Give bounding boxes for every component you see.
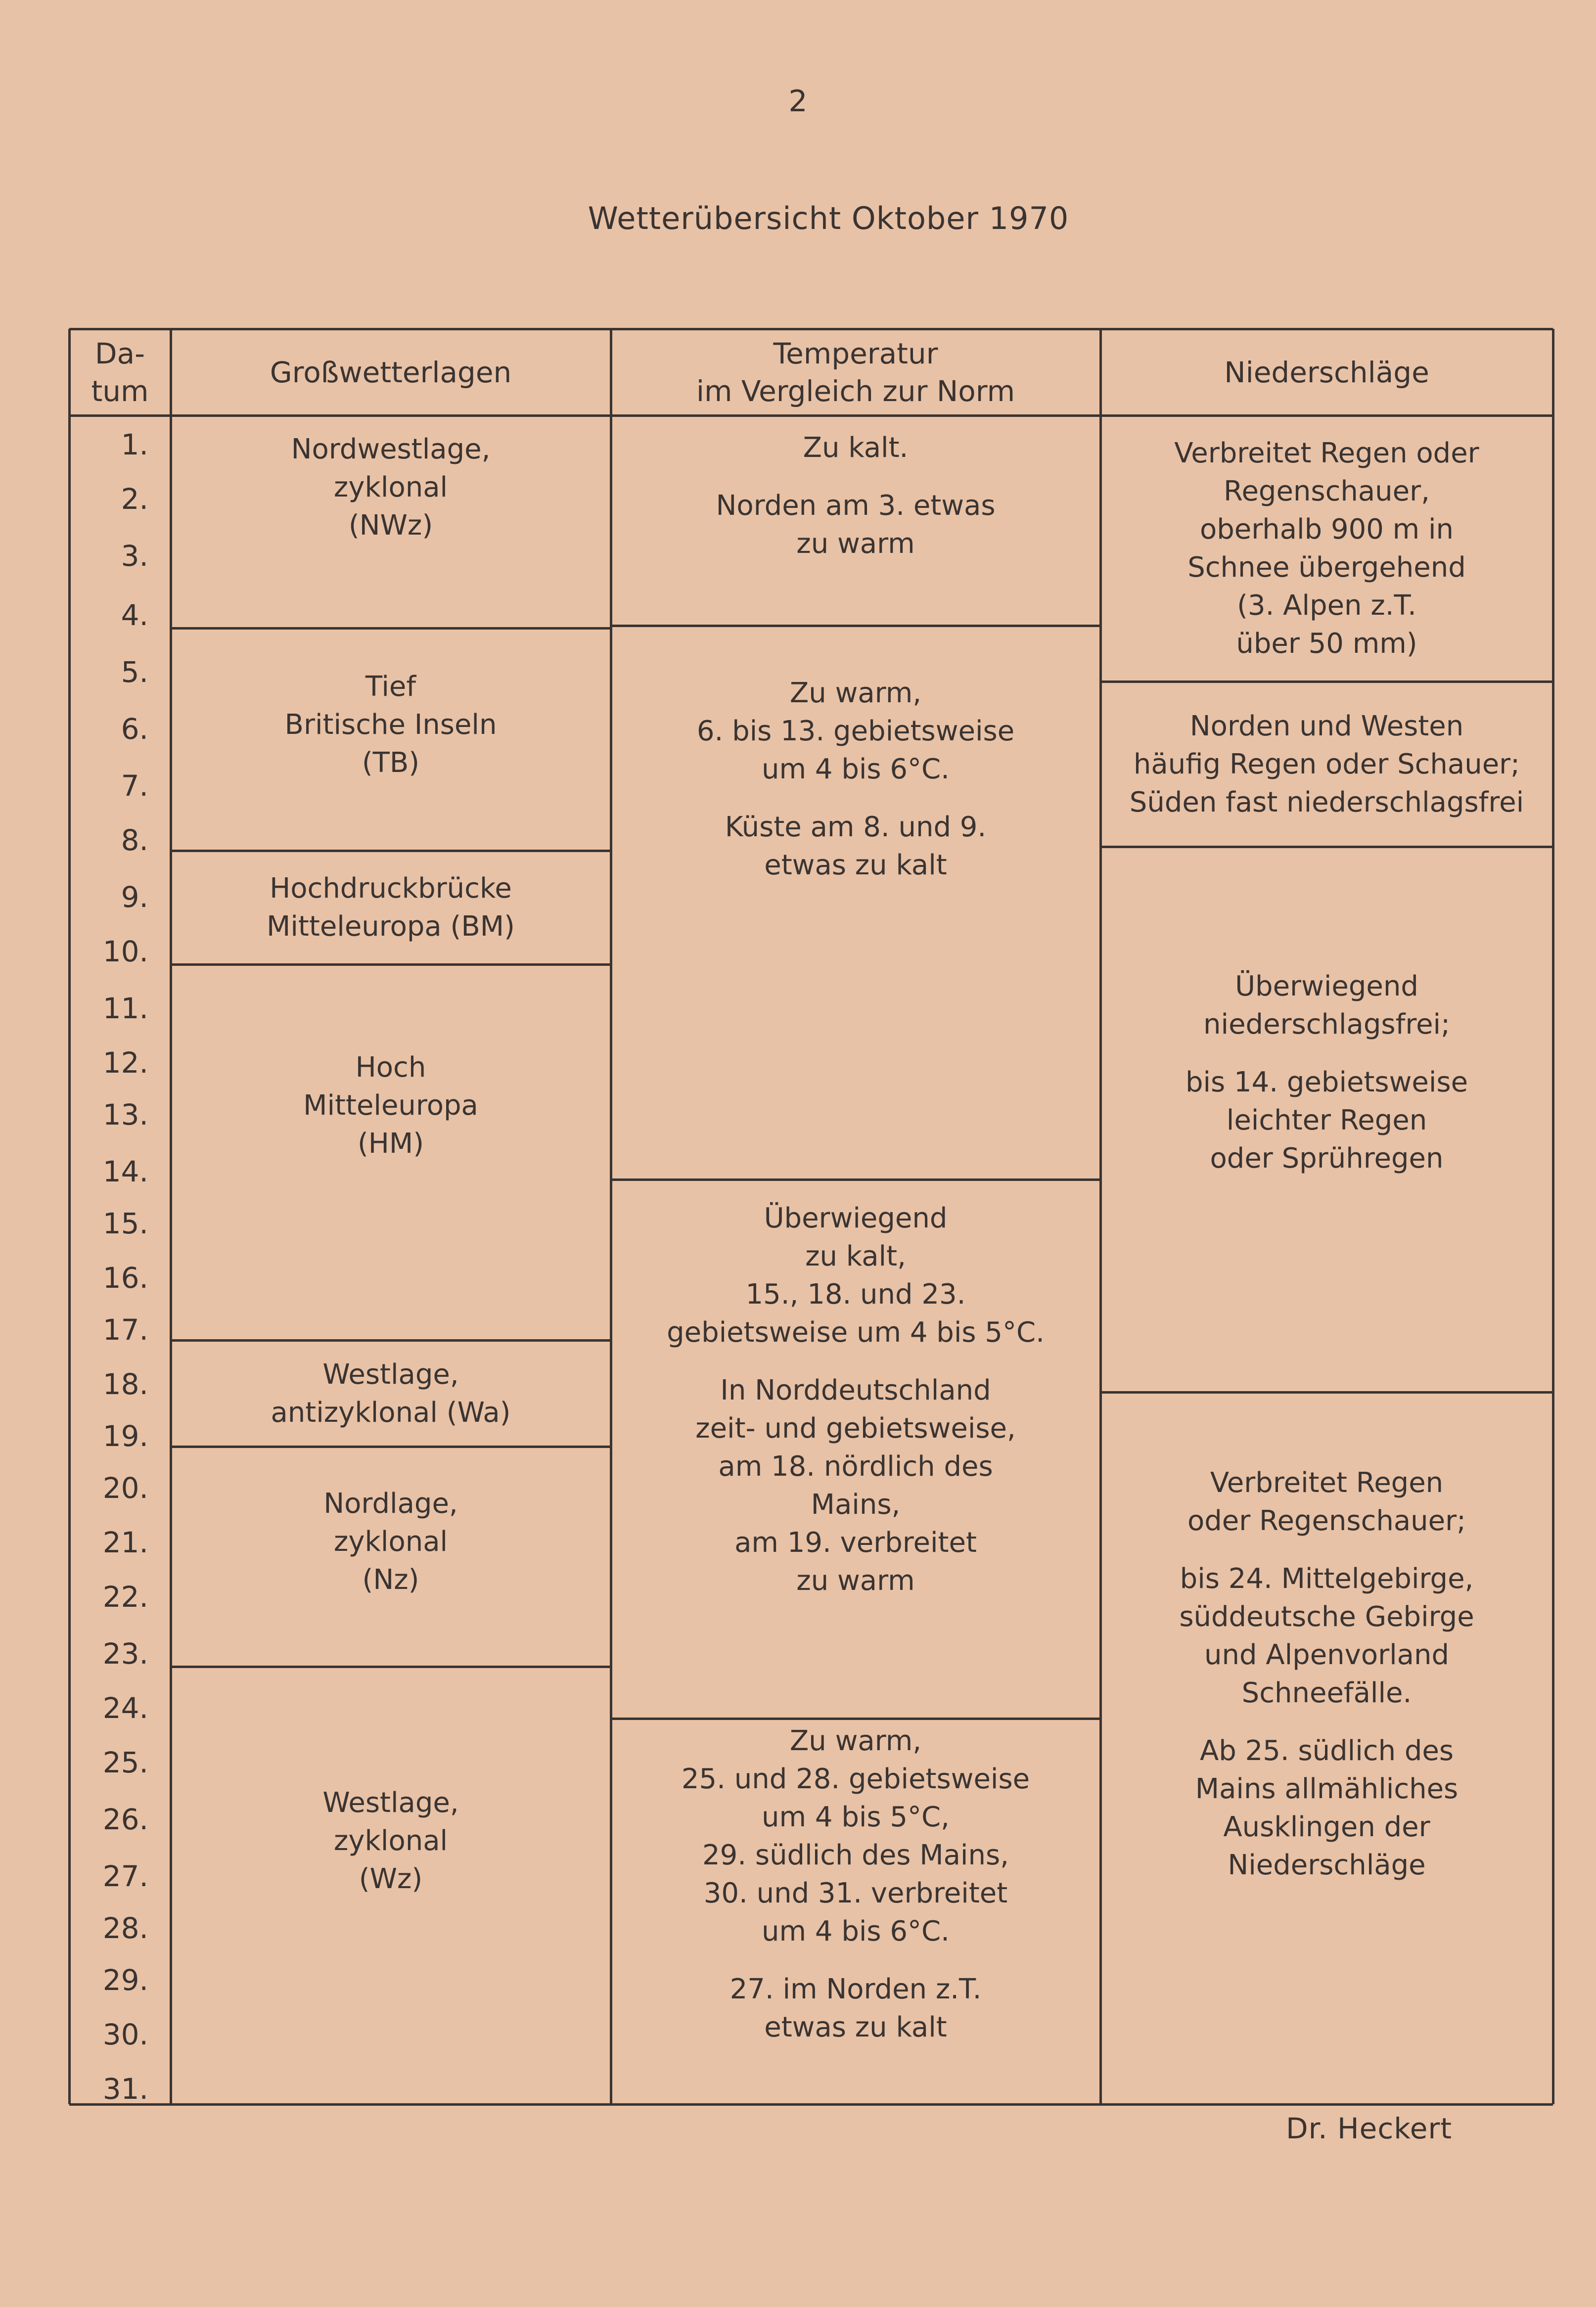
weather-pattern-cell-line: Nordlage, bbox=[323, 1488, 458, 1520]
temperature-cell-line: 6. bis 13. gebietsweise bbox=[696, 715, 1015, 747]
precipitation-cell bbox=[1100, 415, 1553, 681]
temperature-cell bbox=[611, 1719, 1100, 2104]
document-title: Wetterübersicht Oktober 1970 bbox=[588, 200, 1069, 236]
temperature-cell-line: 29. südlich des Mains, bbox=[702, 1839, 1009, 1871]
page-number: 2 bbox=[788, 84, 808, 119]
day-number: 30. bbox=[102, 2018, 148, 2051]
precipitation-cell-line: und Alpenvorland bbox=[1204, 1639, 1450, 1671]
temperature-cell-line: um 4 bis 5°C, bbox=[762, 1801, 950, 1833]
day-number: 6. bbox=[121, 712, 148, 746]
header-date-line: tum bbox=[91, 374, 149, 408]
day-number: 25. bbox=[102, 1746, 148, 1779]
weather-pattern-cell-line: (NWz) bbox=[348, 509, 433, 542]
day-number: 17. bbox=[102, 1313, 148, 1347]
temperature-cell-line: um 4 bis 6°C. bbox=[762, 1915, 950, 1947]
precipitation-cell-line: Ab 25. südlich des bbox=[1199, 1735, 1454, 1767]
precipitation-cell-line: über 50 mm) bbox=[1236, 628, 1417, 660]
weather-pattern-cell-line: Britische Inseln bbox=[284, 708, 497, 741]
header-weather-line: Großwetterlagen bbox=[270, 355, 512, 389]
header-precipitation-line: Niederschläge bbox=[1224, 355, 1429, 389]
precipitation-cell-line: oder Regenschauer; bbox=[1187, 1505, 1466, 1537]
precipitation-cell-line: niederschlagsfrei; bbox=[1203, 1008, 1450, 1040]
header-precipitation bbox=[1100, 329, 1553, 415]
weather-pattern-cell-line: Tief bbox=[365, 670, 416, 703]
weather-pattern-cell bbox=[171, 415, 611, 628]
day-number: 14. bbox=[102, 1155, 148, 1188]
weather-pattern-cell bbox=[171, 1340, 611, 1447]
temperature-cell-line: zu warm bbox=[796, 1565, 915, 1597]
temperature-cell-line: 25. und 28. gebietsweise bbox=[681, 1763, 1030, 1795]
weather-pattern-cell bbox=[171, 628, 611, 851]
temperature-cell-line: Überwiegend bbox=[764, 1202, 948, 1234]
day-number: 21. bbox=[102, 1526, 148, 1559]
day-number: 22. bbox=[102, 1580, 148, 1614]
weather-pattern-cell bbox=[171, 964, 611, 1340]
day-number: 5. bbox=[121, 655, 148, 689]
temperature-cell-line: gebietsweise um 4 bis 5°C. bbox=[667, 1316, 1045, 1349]
header-temperature-line: Temperatur bbox=[773, 336, 938, 370]
weather-pattern-cell-line: Mitteleuropa bbox=[303, 1089, 478, 1122]
temperature-cell bbox=[611, 626, 1100, 1179]
day-number: 2. bbox=[121, 482, 148, 516]
weather-pattern-cell bbox=[171, 1447, 611, 1667]
weather-pattern-cell bbox=[171, 851, 611, 964]
day-number: 10. bbox=[102, 935, 148, 968]
header-weather bbox=[171, 329, 611, 415]
temperature-cell-line: zeit- und gebietsweise, bbox=[695, 1412, 1016, 1445]
day-number: 1. bbox=[121, 428, 148, 461]
day-number: 3. bbox=[121, 539, 148, 573]
precipitation-cell-line: (3. Alpen z.T. bbox=[1237, 589, 1416, 622]
weather-pattern-cell-line: Mitteleuropa (BM) bbox=[267, 910, 515, 943]
temperature-cell-line: Zu warm, bbox=[789, 1725, 922, 1757]
temperature-cell-line: 27. im Norden z.T. bbox=[730, 1973, 982, 2005]
weather-pattern-cell-line: Hochdruckbrücke bbox=[270, 872, 512, 905]
precipitation-cell-line: bis 14. gebietsweise bbox=[1185, 1066, 1468, 1098]
signature: Dr. Heckert bbox=[1286, 2112, 1453, 2145]
weather-pattern-cell-line: Hoch bbox=[355, 1051, 426, 1084]
precipitation-cell-line: Niederschläge bbox=[1228, 1849, 1426, 1881]
precipitation-cell bbox=[1100, 681, 1553, 847]
temperature-cell-line: 15., 18. und 23. bbox=[745, 1278, 966, 1311]
weather-pattern-cell-line: (Nz) bbox=[362, 1564, 419, 1596]
day-number: 31. bbox=[102, 2072, 148, 2106]
temperature-cell-line: zu kalt, bbox=[805, 1240, 906, 1272]
day-number: 12. bbox=[102, 1046, 148, 1080]
precipitation-cell-line: bis 24. Mittelgebirge, bbox=[1180, 1563, 1474, 1595]
day-number: 4. bbox=[121, 598, 148, 632]
day-number: 28. bbox=[102, 1911, 148, 1945]
precipitation-cell-line: Süden fast niederschlagsfrei bbox=[1129, 786, 1524, 818]
weather-pattern-cell-line: zyklonal bbox=[333, 1526, 448, 1558]
temperature-cell-line: Mains, bbox=[811, 1489, 901, 1521]
temperature-cell-line: Zu kalt. bbox=[803, 432, 909, 464]
temperature-cell-line: zu warm bbox=[796, 528, 915, 560]
day-number: 11. bbox=[102, 992, 148, 1025]
day-number: 9. bbox=[121, 880, 148, 914]
day-number: 27. bbox=[102, 1859, 148, 1893]
header-date-line: Da- bbox=[94, 336, 145, 370]
precipitation-cell-line: Überwiegend bbox=[1235, 970, 1418, 1002]
temperature-cell-line: am 18. nördlich des bbox=[718, 1450, 993, 1483]
weather-pattern-cell-line: Westlage, bbox=[322, 1787, 459, 1819]
temperature-cell-line: In Norddeutschland bbox=[720, 1374, 991, 1406]
precipitation-cell-line: süddeutsche Gebirge bbox=[1179, 1601, 1474, 1633]
temperature-cell-line: etwas zu kalt bbox=[764, 2011, 947, 2043]
weather-pattern-cell-line: zyklonal bbox=[333, 1825, 448, 1857]
weather-pattern-cell-line: (HM) bbox=[357, 1127, 424, 1160]
day-number: 29. bbox=[102, 1963, 148, 1997]
day-number: 26. bbox=[102, 1803, 148, 1836]
precipitation-cell-line: Schnee übergehend bbox=[1187, 551, 1466, 584]
day-number: 18. bbox=[102, 1367, 148, 1401]
precipitation-cell-line: häufig Regen oder Schauer; bbox=[1133, 748, 1520, 780]
temperature-cell-line: Norden am 3. etwas bbox=[716, 490, 996, 522]
weather-pattern-cell bbox=[171, 1667, 611, 2104]
header-date bbox=[69, 329, 171, 415]
day-number: 13. bbox=[102, 1098, 148, 1131]
temperature-cell bbox=[611, 1179, 1100, 1719]
weather-pattern-cell-line: Nordwestlage, bbox=[291, 433, 491, 465]
precipitation-cell-line: oder Sprühregen bbox=[1210, 1142, 1444, 1175]
weather-pattern-cell-line: antizyklonal (Wa) bbox=[271, 1396, 511, 1429]
precipitation-cell-line: oberhalb 900 m in bbox=[1199, 513, 1454, 545]
temperature-cell-line: um 4 bis 6°C. bbox=[762, 753, 950, 785]
precipitation-cell-line: Mains allmähliches bbox=[1195, 1773, 1459, 1805]
weather-pattern-cell-line: (TB) bbox=[362, 746, 420, 779]
day-number: 7. bbox=[121, 769, 148, 803]
day-number: 15. bbox=[102, 1207, 148, 1240]
day-number: 20. bbox=[102, 1471, 148, 1505]
precipitation-cell bbox=[1100, 1392, 1553, 2104]
temperature-cell-line: 30. und 31. verbreitet bbox=[703, 1877, 1008, 1909]
header-temperature bbox=[611, 329, 1100, 415]
temperature-cell bbox=[611, 415, 1100, 626]
precipitation-cell-line: Ausklingen der bbox=[1223, 1811, 1430, 1843]
precipitation-cell-line: Verbreitet Regen oder bbox=[1174, 437, 1479, 469]
precipitation-cell-line: Verbreitet Regen bbox=[1210, 1467, 1444, 1499]
precipitation-cell bbox=[1100, 847, 1553, 1392]
day-number: 19. bbox=[102, 1419, 148, 1453]
weather-pattern-cell-line: (Wz) bbox=[359, 1863, 423, 1895]
weather-pattern-cell-line: zyklonal bbox=[333, 471, 448, 503]
header-temperature-line: im Vergleich zur Norm bbox=[696, 374, 1015, 408]
temperature-cell-line: Küste am 8. und 9. bbox=[725, 811, 987, 843]
precipitation-cell-line: leichter Regen bbox=[1226, 1104, 1427, 1136]
precipitation-cell-line: Regenschauer, bbox=[1224, 475, 1430, 507]
day-number: 23. bbox=[102, 1637, 148, 1671]
temperature-cell-line: etwas zu kalt bbox=[764, 849, 947, 881]
temperature-cell-line: Zu warm, bbox=[789, 677, 922, 709]
precipitation-cell-line: Norden und Westen bbox=[1189, 710, 1464, 742]
day-number: 16. bbox=[102, 1261, 148, 1295]
weather-pattern-cell-line: Westlage, bbox=[322, 1358, 459, 1391]
day-number: 8. bbox=[121, 823, 148, 857]
precipitation-cell-line: Schneefälle. bbox=[1241, 1677, 1412, 1709]
temperature-cell-line: am 19. verbreitet bbox=[734, 1527, 977, 1559]
day-number: 24. bbox=[102, 1691, 148, 1725]
